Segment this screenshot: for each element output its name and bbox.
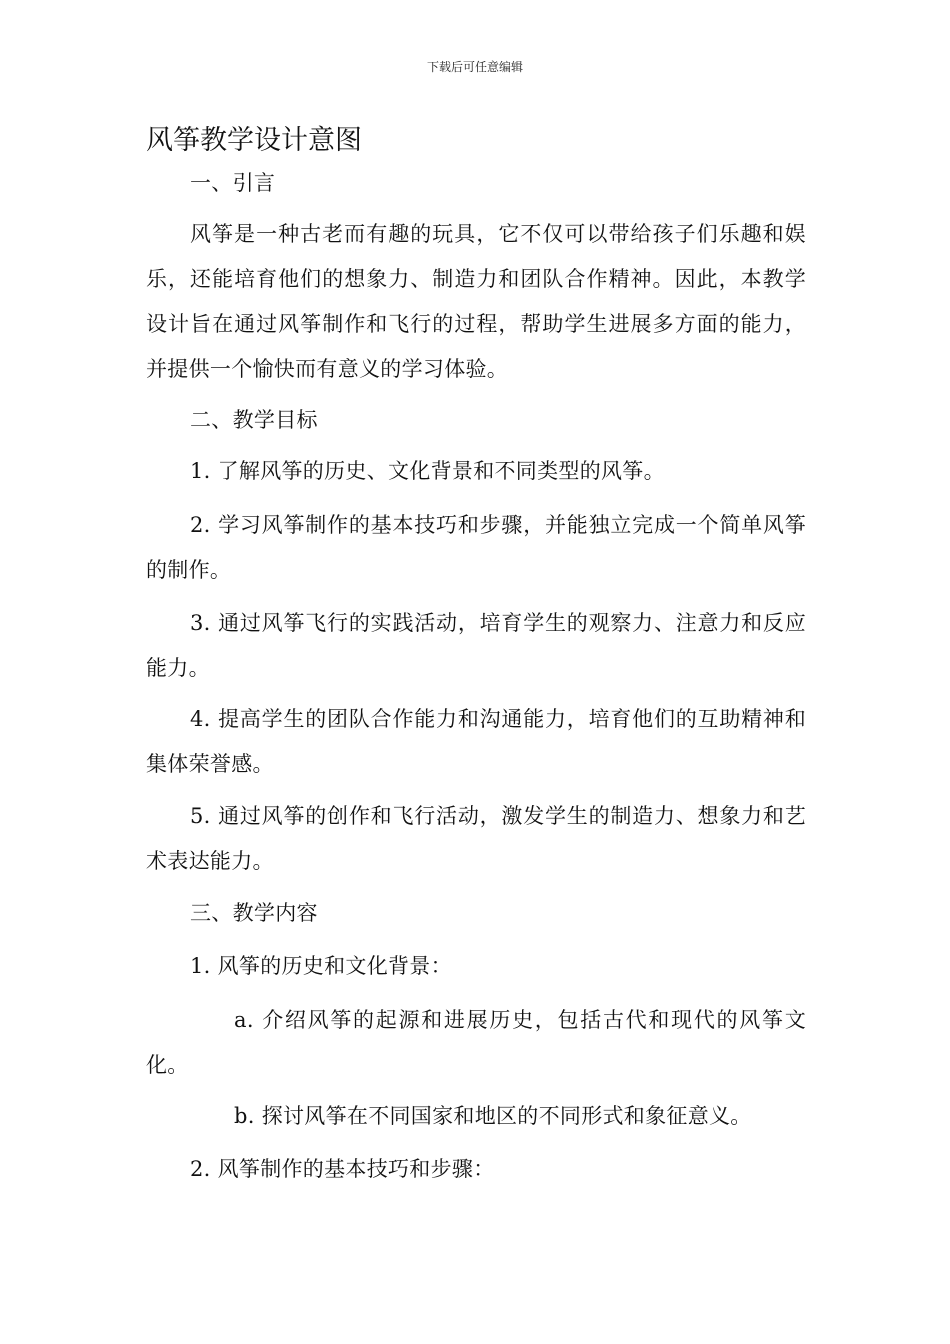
- objective-item-5: 5. 通过风筝的创作和飞行活动，激发学生的制造力、想象力和艺术表达能力。: [146, 804, 806, 873]
- objective-item-2: 2. 学习风筝制作的基本技巧和步骤，并能独立完成一个简单风筝的制作。: [146, 513, 806, 582]
- objective-item-1: 1. 了解风筝的历史、文化背景和不同类型的风筝。: [190, 459, 665, 483]
- objective-item-4: 4. 提高学生的团队合作能力和沟通能力，培育他们的互助精神和集体荣誉感。: [146, 707, 806, 776]
- section-heading-objectives: 二、教学目标: [190, 408, 318, 432]
- content-item-1: 1. 风筝的历史和文化背景：: [190, 954, 452, 978]
- objective-item-3: 3. 通过风筝飞行的实践活动，培育学生的观察力、注意力和反应能力。: [146, 611, 806, 680]
- content-item-2: 2. 风筝制作的基本技巧和步骤：: [190, 1157, 495, 1181]
- section-heading-introduction: 一、引言: [190, 171, 276, 195]
- introduction-paragraph: 风筝是一种古老而有趣的玩具，它不仅可以带给孩子们乐趣和娱乐，还能培育他们的想象力、制造力和团队合作精神。因此，本教学设计旨在通过风筝制作和飞行的过程，帮助学生进展多方面的能力，并提供一个愉快而有意义的学习体验。: [146, 222, 806, 381]
- section-heading-content: 三、教学内容: [190, 901, 318, 925]
- content-subitem-b: b. 探讨风筝在不同国家和地区的不同形式和象征意义。: [234, 1104, 752, 1128]
- header-note: 下载后可任意编辑: [426, 60, 523, 74]
- content-subitem-a: a. 介绍风筝的起源和进展历史，包括古代和现代的风筝文化。: [146, 1008, 806, 1077]
- document-title: 风筝教学设计意图: [146, 125, 362, 156]
